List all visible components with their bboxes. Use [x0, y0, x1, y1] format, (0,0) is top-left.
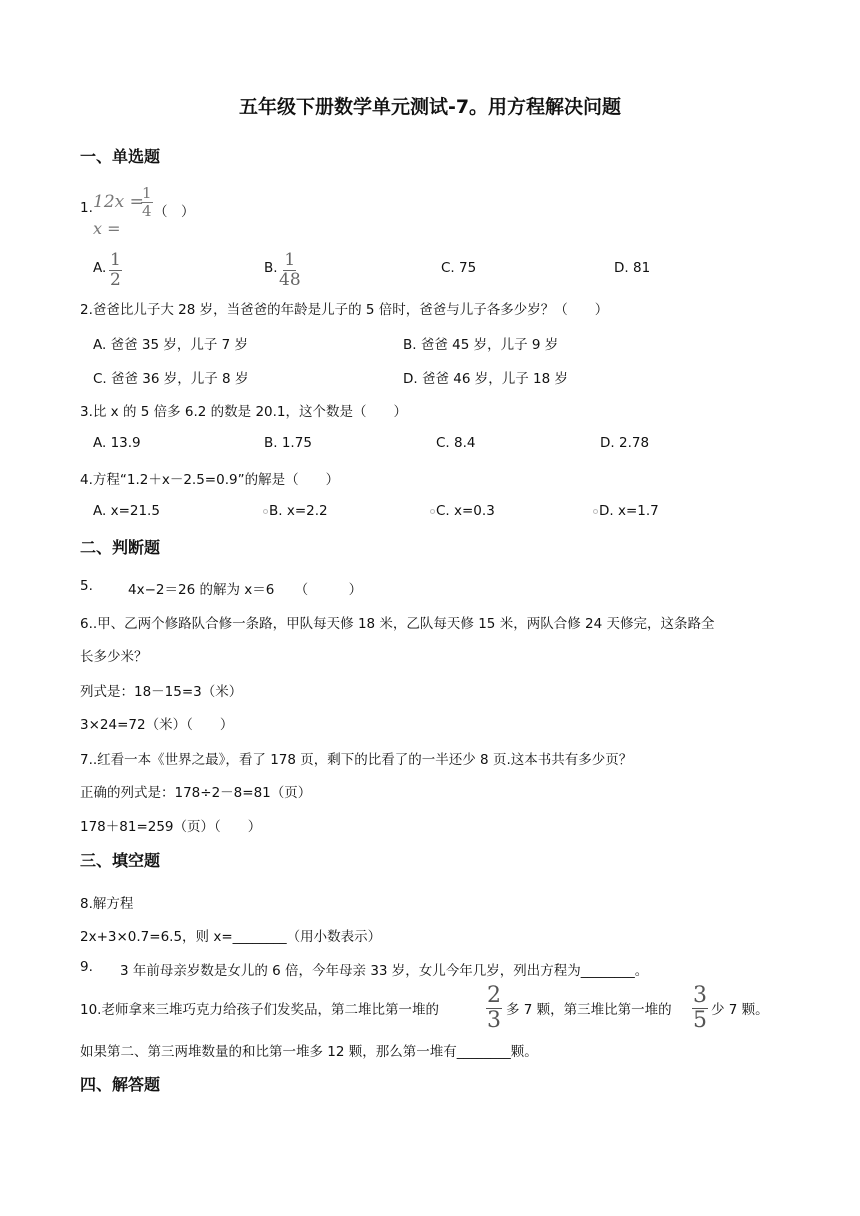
q2-option-d[interactable]: D. 爸爸 46 岁，儿子 18 岁 [403, 371, 568, 387]
radio-dot-icon [430, 509, 435, 514]
q5-number: 5. [80, 578, 93, 594]
q10-fraction-1-denominator: 3 [487, 1008, 501, 1033]
q1-number: 1. [80, 200, 93, 216]
q3-option-a[interactable]: A. 13.9 [93, 435, 141, 451]
q6-line-4: 3×24=72（米）（ ） [80, 717, 234, 733]
q8-line-2: 2x+3×0.7=6.5，则 x=________（用小数表示） [80, 929, 382, 945]
q2-text: 2.爸爸比儿子大 28 岁，当爸爸的年龄是儿子的 5 倍时，爸爸与儿子各多少岁？（ ） [80, 302, 609, 318]
section-heading-true-false: 二、判断题 [80, 538, 161, 557]
q1-option-d[interactable]: D. 81 [614, 260, 651, 276]
q9-number: 9. [80, 959, 93, 975]
q8-line-1: 8.解方程 [80, 896, 134, 912]
q1-equation-fraction [141, 186, 153, 219]
q1-equation-left: 12x = [93, 192, 144, 212]
q1-option-b-denominator: 48 [279, 270, 301, 290]
q6-line-2: 长多少米？ [80, 649, 148, 665]
q1-option-b-numerator: 1 [284, 250, 296, 270]
q10-fraction-2 [692, 985, 708, 1032]
q2-option-b[interactable]: B. 爸爸 45 岁，儿子 9 岁 [403, 337, 559, 353]
q1-option-c[interactable]: C. 75 [441, 260, 477, 276]
section-heading-word-problems: 四、解答题 [80, 1075, 161, 1094]
q1-answer-blank: （ ） [154, 204, 195, 220]
q2-option-c[interactable]: C. 爸爸 36 岁，儿子 8 岁 [93, 371, 249, 387]
q2-option-a[interactable]: A. 爸爸 35 岁，儿子 7 岁 [93, 337, 249, 353]
q3-option-b[interactable]: B. 1.75 [264, 435, 312, 451]
radio-dot-icon [593, 509, 598, 514]
q6-line-1: 6..甲、乙两个修路队合修一条路，甲队每天修 18 米，乙队每天修 15 米，两队合修 24 天修完，这条路全 [80, 616, 715, 632]
q10-line-2: 如果第二、第三两堆数量的和比第一堆多 12 颗，那么第一堆有________颗。 [80, 1044, 538, 1060]
q1-option-a-label[interactable]: A. [93, 260, 107, 276]
section-heading-fill-blank: 三、填空题 [80, 851, 161, 870]
q1-option-a-denominator: 2 [110, 270, 121, 290]
q10-text-part-2: 多 7 颗，第三堆比第一堆的 [506, 1002, 672, 1018]
q4-option-d[interactable] [593, 503, 659, 519]
q10-fraction-2-numerator: 3 [693, 983, 707, 1008]
q10-fraction-2-denominator: 5 [693, 1008, 707, 1033]
q10-fraction-1 [486, 985, 502, 1032]
q4-option-a[interactable]: A. x=21.5 [93, 503, 160, 519]
q4-text: 4.方程“1.2＋x－2.5=0.9”的解是（ ） [80, 472, 340, 488]
q3-option-d[interactable]: D. 2.78 [600, 435, 650, 451]
q7-line-3: 178＋81=259（页）（ ） [80, 819, 262, 835]
section-heading-single-choice: 一、单选题 [80, 147, 161, 166]
q10-text-part-1: 10.老师拿来三堆巧克力给孩子们发奖品，第二堆比第一堆的 [80, 1002, 439, 1018]
q1-option-a-fraction[interactable] [109, 252, 122, 289]
q4-option-b[interactable] [263, 503, 328, 519]
q10-text-part-3: 少 7 颗。 [711, 1002, 769, 1018]
q3-option-c[interactable]: C. 8.4 [436, 435, 476, 451]
q7-line-2: 正确的列式是：178÷2－8=81（页） [80, 785, 312, 801]
q4-option-b-text: B. x=2.2 [269, 503, 328, 519]
q9-text: 3 年前母亲岁数是女儿的 6 倍，今年母亲 33 岁，女儿今年几岁，列出方程为________。 [120, 963, 649, 979]
q3-text: 3.比 x 的 5 倍多 6.2 的数是 20.1，这个数是（ ） [80, 404, 408, 420]
q4-option-d-text: D. x=1.7 [599, 503, 659, 519]
q1-option-b-label[interactable]: B. [264, 260, 278, 276]
q1-option-b-fraction[interactable] [279, 252, 301, 289]
q1-option-a-numerator: 1 [110, 250, 121, 270]
q4-option-c[interactable] [430, 503, 495, 519]
page-title: 五年级下册数学单元测试-7。用方程解决问题 [238, 96, 622, 118]
q1-x-equals: x = [93, 219, 121, 238]
q1-fraction-denominator: 4 [142, 202, 152, 220]
q5-text: 4x−2＝26 的解为 x＝6 （ ） [128, 582, 363, 598]
q7-line-1: 7..红看一本《世界之最》，看了 178 页，剩下的比看了的一半还少 8 页.这本书共有多少页？ [80, 752, 633, 768]
q1-fraction-numerator: 1 [142, 184, 152, 202]
q10-fraction-1-numerator: 2 [487, 983, 501, 1008]
radio-dot-icon [263, 509, 268, 514]
q6-line-3: 列式是：18－15=3（米） [80, 684, 243, 700]
q4-option-c-text: C. x=0.3 [436, 503, 495, 519]
